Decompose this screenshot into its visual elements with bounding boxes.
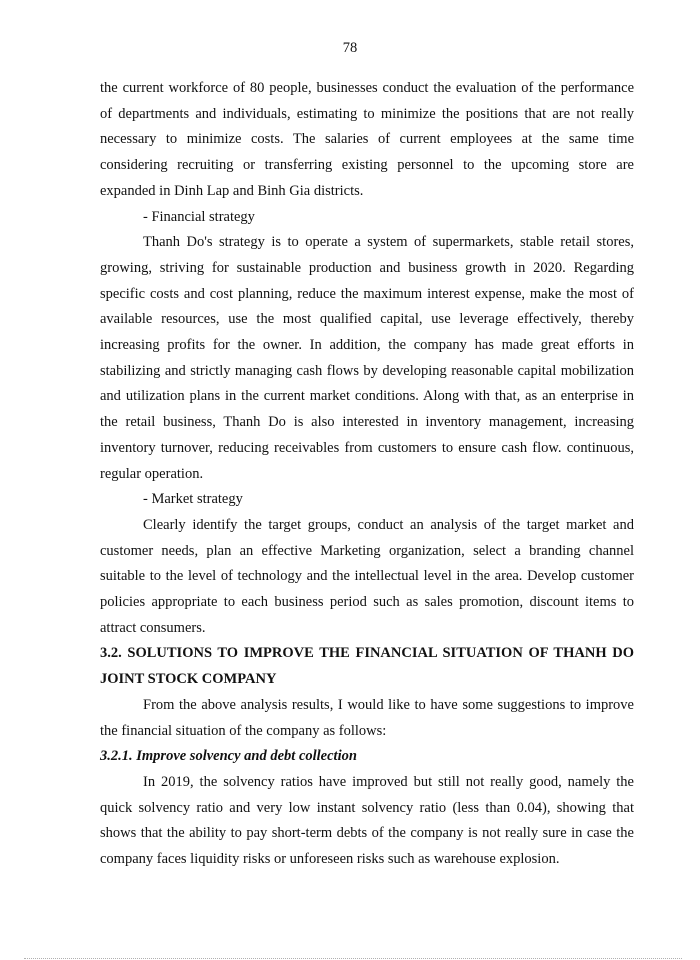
page-number: 78 xyxy=(342,40,358,56)
bullet-financial-strategy: - Financial strategy xyxy=(143,208,255,225)
bullet-market-strategy: - Market strategy xyxy=(143,491,243,508)
paragraph-market-strategy: Clearly identify the target groups, conduct an analysis of the target market and customer needs, plan an effective Marketing organization, select a branding channel suitable to the level of technology and the intellectual level in the area. Develop customer policies appropriate to each business period such as sales promotion, discount items to attract consumers. xyxy=(100,516,634,636)
paragraph-financial-strategy: Thanh Do's strategy is to operate a system of supermarkets, stable retail stores, growing, striving for sustainable production and business growth in 2020. Regarding specific costs and cost planning, reduce the maximum interest expense, make the most of available resources, use the most qualified capital, use leverage effectively, thereby increasing profits for the owner. In addition, the company has made great efforts in stabilizing and strictly managing cash flows by developing reasonable capital mobilization and utilization plans in the current market conditions. Along with that, as an enterprise in the retail business, Thanh Do is also interested in inventory management, increasing inventory turnover, reducing receivables from customers to ensure cash flow. continuous, regular operation. xyxy=(100,234,634,482)
section-heading: 3.2. SOLUTIONS TO IMPROVE THE FINANCIAL SITUATION OF THANH DO JOINT STOCK COMPANY xyxy=(100,645,634,688)
paragraph-suggestions: From the above analysis results, I would like to have some suggestions to improve the financial situation of the company as follows: xyxy=(100,696,634,739)
footer-divider xyxy=(24,958,682,959)
subsection-heading: 3.2.1. Improve solvency and debt collection xyxy=(100,748,357,765)
paragraph-workforce: the current workforce of 80 people, businesses conduct the evaluation of the performance of departments and individuals, estimating to minimize the positions that are not really necessary to minimize costs. The salaries of current employees at the same time considering recruiting or transferring existing personnel to the upcoming store are expanded in Dinh Lap and Binh Gia districts. xyxy=(100,80,634,199)
paragraph-solvency: In 2019, the solvency ratios have improved but still not really good, namely the quick solvency ratio and very low instant solvency ratio (less than 0.04), showing that shows that the ability to pay short-term debts of the company is not really sure in case the company faces liquidity risks or unforeseen risks such as warehouse explosion. xyxy=(100,773,634,868)
document-body xyxy=(100,76,634,873)
